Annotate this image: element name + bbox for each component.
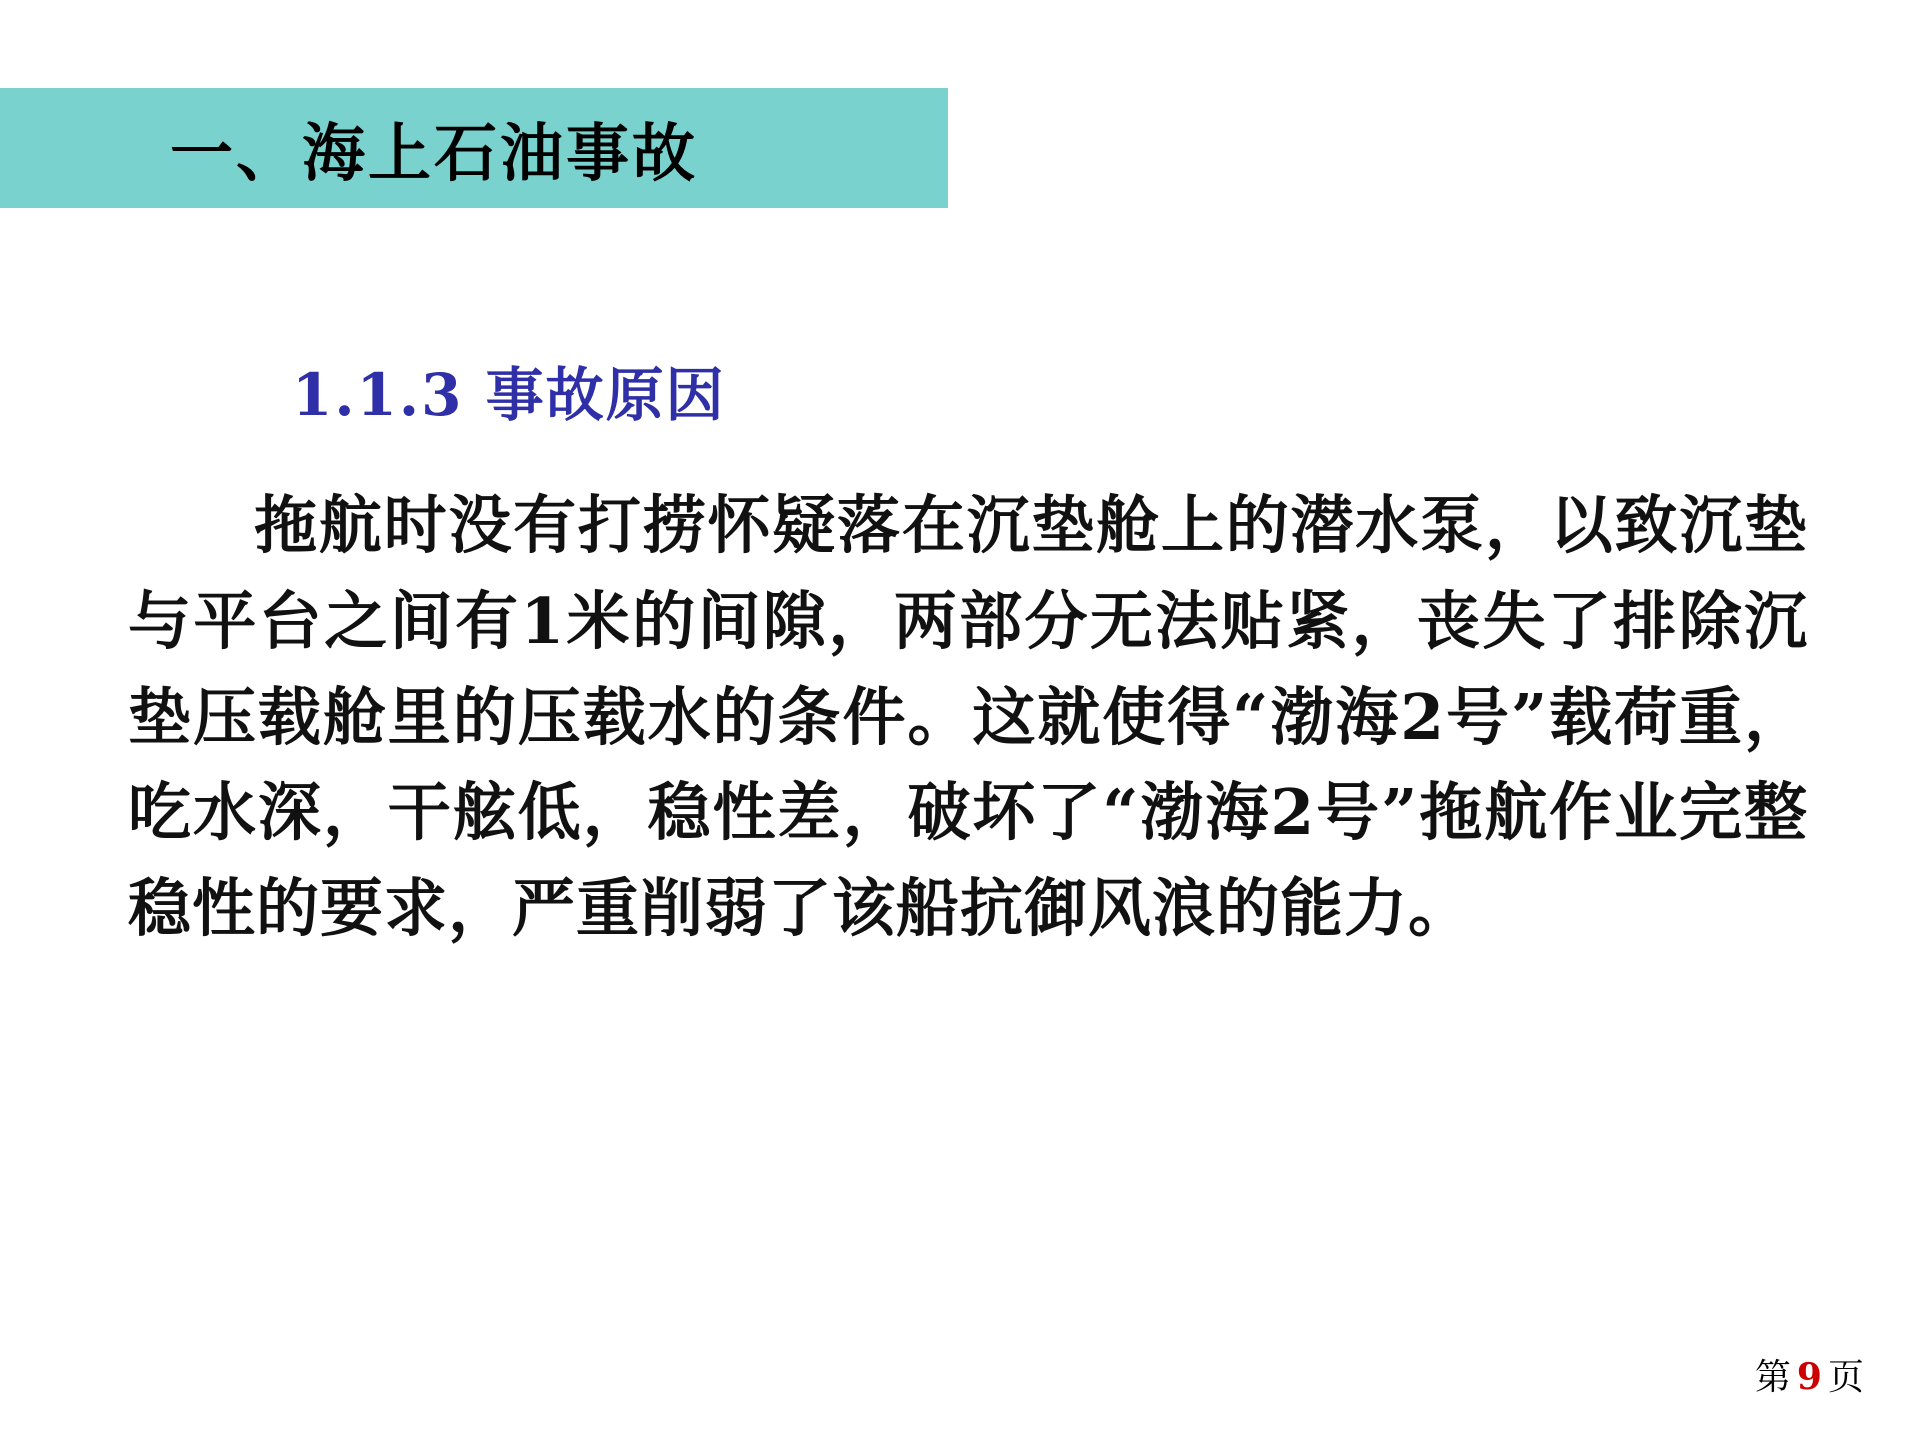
header-banner: [0, 88, 948, 208]
footer-page-indicator: [1755, 1349, 1864, 1400]
footer-page-number: 9: [1796, 1356, 1822, 1398]
page-title: 一、海上石油事故: [170, 115, 698, 190]
body-paragraph: 拖航时没有打捞怀疑落在沉垫舱上的潜水泵，以致沉垫与平台之间有1米的间隙，两部分无法贴紧，丧失了排除沉垫压载舱里的压载水的条件。这就使得“渤海2号”载荷重，吃水深，干舷低，稳性差，破坏了“渤海2号”拖航作业完整稳性的要求，严重削弱了该船抗御风浪的能力。: [128, 488, 1808, 945]
footer-suffix: 页: [1827, 1357, 1864, 1398]
footer-prefix: 第: [1754, 1357, 1791, 1398]
section-subheading: 1.1.3 事故原因: [292, 361, 726, 429]
